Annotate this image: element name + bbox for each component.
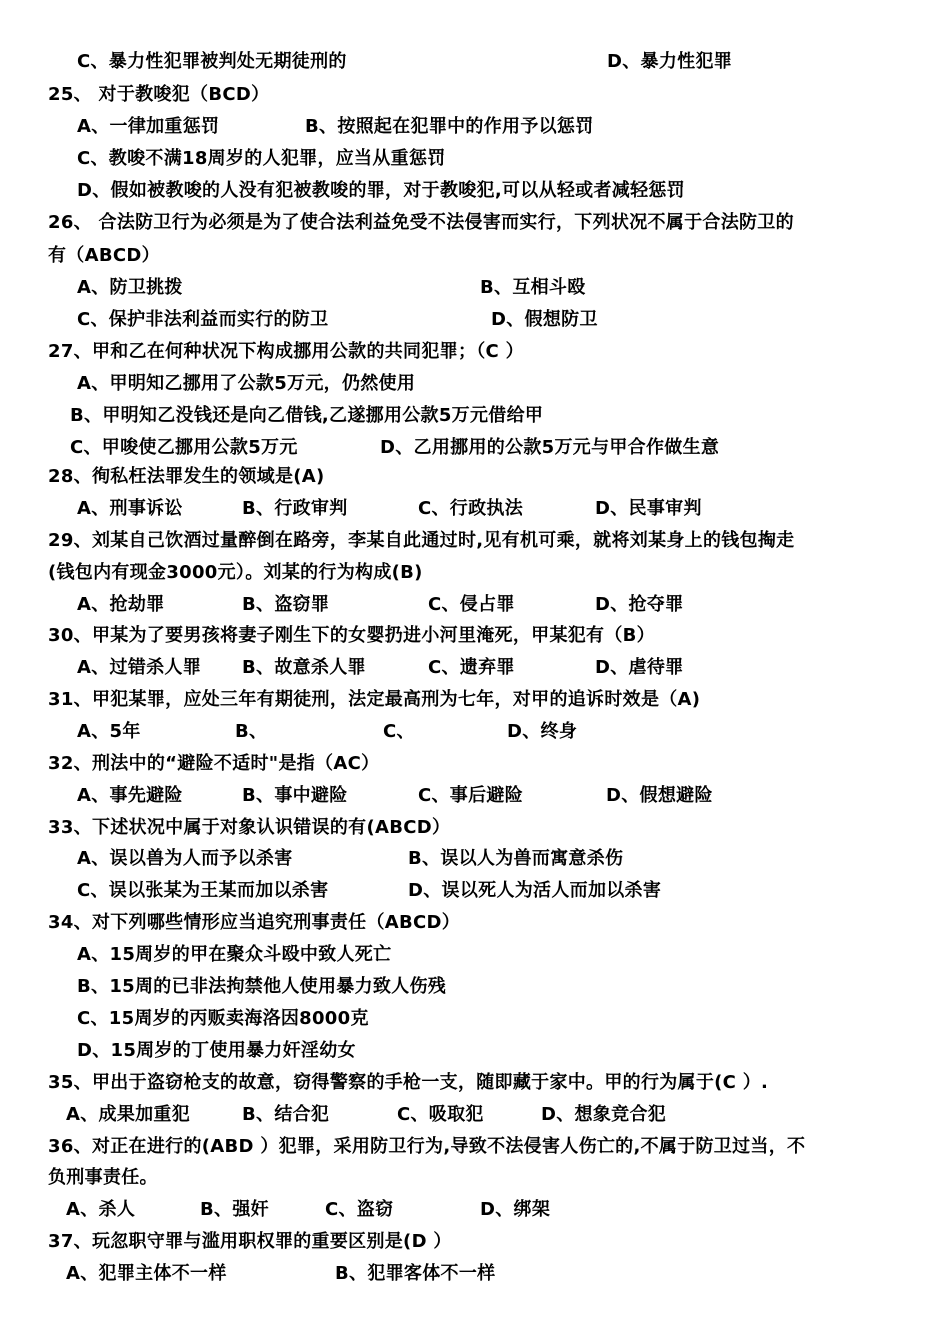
q30-option-c: C、遗弃罪 <box>428 657 515 678</box>
q29-option-c: C、侵占罪 <box>428 594 515 615</box>
q28-option-b: B、行政审判 <box>242 498 348 519</box>
q35-option-a: A、成果加重犯 <box>66 1104 191 1125</box>
q29-option-a: A、抢劫罪 <box>77 594 165 615</box>
q34-option-b: B、15周的已非法拘禁他人使用暴力致人伤残 <box>77 976 447 997</box>
q29-stem: 29、刘某自己饮酒过量醉倒在路旁，李某自此通过时,见有机可乘，就将刘某身上的钱包掏走 <box>48 530 795 551</box>
q36-option-d: D、绑架 <box>480 1199 551 1220</box>
q36-stem: 36、对正在进行的(ABD ）犯罪，采用防卫行为,导致不法侵害人伤亡的,不属于防卫过当，不 <box>48 1136 806 1157</box>
q34-option-d: D、15周岁的丁使用暴力奸淫幼女 <box>77 1040 356 1061</box>
q36-option-a: A、杀人 <box>66 1199 136 1220</box>
q32-option-a: A、事先避险 <box>77 785 183 806</box>
q34-option-a: A、15周岁的甲在聚众斗殴中致人死亡 <box>77 944 392 965</box>
q28-option-a: A、刑事诉讼 <box>77 498 183 519</box>
q36-stem-cont: 负刑事责任。 <box>48 1167 158 1188</box>
q27-stem: 27、甲和乙在何种状况下构成挪用公款的共同犯罪；（C ） <box>48 341 524 362</box>
q27-option-c: C、甲唆使乙挪用公款5万元 <box>70 437 298 458</box>
q24-option-c: C、暴力性犯罪被判处无期徒刑的 <box>77 51 347 72</box>
q32-option-b: B、事中避险 <box>242 785 348 806</box>
q33-option-d: D、误以死人为活人而加以杀害 <box>408 880 662 901</box>
q36-option-c: C、盗窃 <box>325 1199 394 1220</box>
q28-option-d: D、民事审判 <box>595 498 702 519</box>
q25-stem: 25、 对于教唆犯（BCD） <box>48 84 270 105</box>
q30-stem: 30、甲某为了要男孩将妻子刚生下的女婴扔进小河里淹死，甲某犯有（B） <box>48 625 655 646</box>
q25-option-a: A、一律加重惩罚 <box>77 116 220 137</box>
q31-stem: 31、甲犯某罪，应处三年有期徒刑，法定最高刑为七年，对甲的追诉时效是（A) <box>48 689 701 710</box>
q33-option-a: A、误以兽为人而予以杀害 <box>77 848 293 869</box>
q35-option-c: C、吸取犯 <box>397 1104 484 1125</box>
q25-option-b: B、按照起在犯罪中的作用予以惩罚 <box>305 116 594 137</box>
q26-option-b: B、互相斗殴 <box>480 277 586 298</box>
q29-stem-cont: (钱包内有现金3000元）。刘某的行为构成(B) <box>48 562 423 583</box>
q30-option-a: A、过错杀人罪 <box>77 657 202 678</box>
q28-option-c: C、行政执法 <box>418 498 524 519</box>
q27-option-b: B、甲明知乙没钱还是向乙借钱,乙遂挪用公款5万元借给甲 <box>70 405 544 426</box>
q31-option-a: A、5年 <box>77 721 141 742</box>
q37-stem: 37、玩忽职守罪与滥用职权罪的重要区别是(D ） <box>48 1231 452 1252</box>
q32-option-d: D、假想避险 <box>606 785 713 806</box>
q26-stem-cont: 有（ABCD） <box>48 245 160 266</box>
q28-stem: 28、徇私枉法罪发生的领域是(A) <box>48 466 325 487</box>
q32-option-c: C、事后避险 <box>418 785 524 806</box>
q27-option-a: A、甲明知乙挪用了公款5万元，仍然使用 <box>77 373 416 394</box>
q26-option-d: D、假想防卫 <box>491 309 598 330</box>
q31-option-b: B、 <box>235 721 268 742</box>
q37-option-a: A、犯罪主体不一样 <box>66 1263 227 1284</box>
q32-stem: 32、刑法中的“避险不适时"是指（AC） <box>48 753 380 774</box>
q35-option-b: B、结合犯 <box>242 1104 330 1125</box>
q37-option-b: B、犯罪客体不一样 <box>335 1263 496 1284</box>
q34-option-c: C、15周岁的丙贩卖海洛因8000克 <box>77 1008 369 1029</box>
q26-option-c: C、保护非法利益而实行的防卫 <box>77 309 329 330</box>
q34-stem: 34、对下列哪些情形应当追究刑事责任（ABCD） <box>48 912 461 933</box>
q29-option-b: B、盗窃罪 <box>242 594 330 615</box>
q35-stem: 35、甲出于盗窃枪支的故意，窃得警察的手枪一支，随即藏于家中。甲的行为属于(C ）. <box>48 1072 769 1093</box>
q30-option-b: B、故意杀人罪 <box>242 657 366 678</box>
q27-option-d: D、乙用挪用的公款5万元与甲合作做生意 <box>380 437 720 458</box>
q33-option-b: B、误以人为兽而寓意杀伤 <box>408 848 624 869</box>
q36-option-b: B、强奸 <box>200 1199 269 1220</box>
q31-option-d: D、终身 <box>507 721 578 742</box>
q24-option-d: D、暴力性犯罪 <box>607 51 733 72</box>
q35-option-d: D、想象竞合犯 <box>541 1104 667 1125</box>
q25-option-c: C、教唆不满18周岁的人犯罪，应当从重惩罚 <box>77 148 446 169</box>
q26-option-a: A、防卫挑拨 <box>77 277 183 298</box>
q26-stem: 26、 合法防卫行为必须是为了使合法利益免受不法侵害而实行，下列状况不属于合法防卫的 <box>48 212 794 233</box>
q33-option-c: C、误以张某为王某而加以杀害 <box>77 880 329 901</box>
q33-stem: 33、下述状况中属于对象认识错误的有(ABCD） <box>48 817 451 838</box>
q25-option-d: D、假如被教唆的人没有犯被教唆的罪，对于教唆犯,可以从轻或者减轻惩罚 <box>77 180 685 201</box>
q31-option-c: C、 <box>383 721 415 742</box>
q30-option-d: D、虐待罪 <box>595 657 684 678</box>
q29-option-d: D、抢夺罪 <box>595 594 684 615</box>
